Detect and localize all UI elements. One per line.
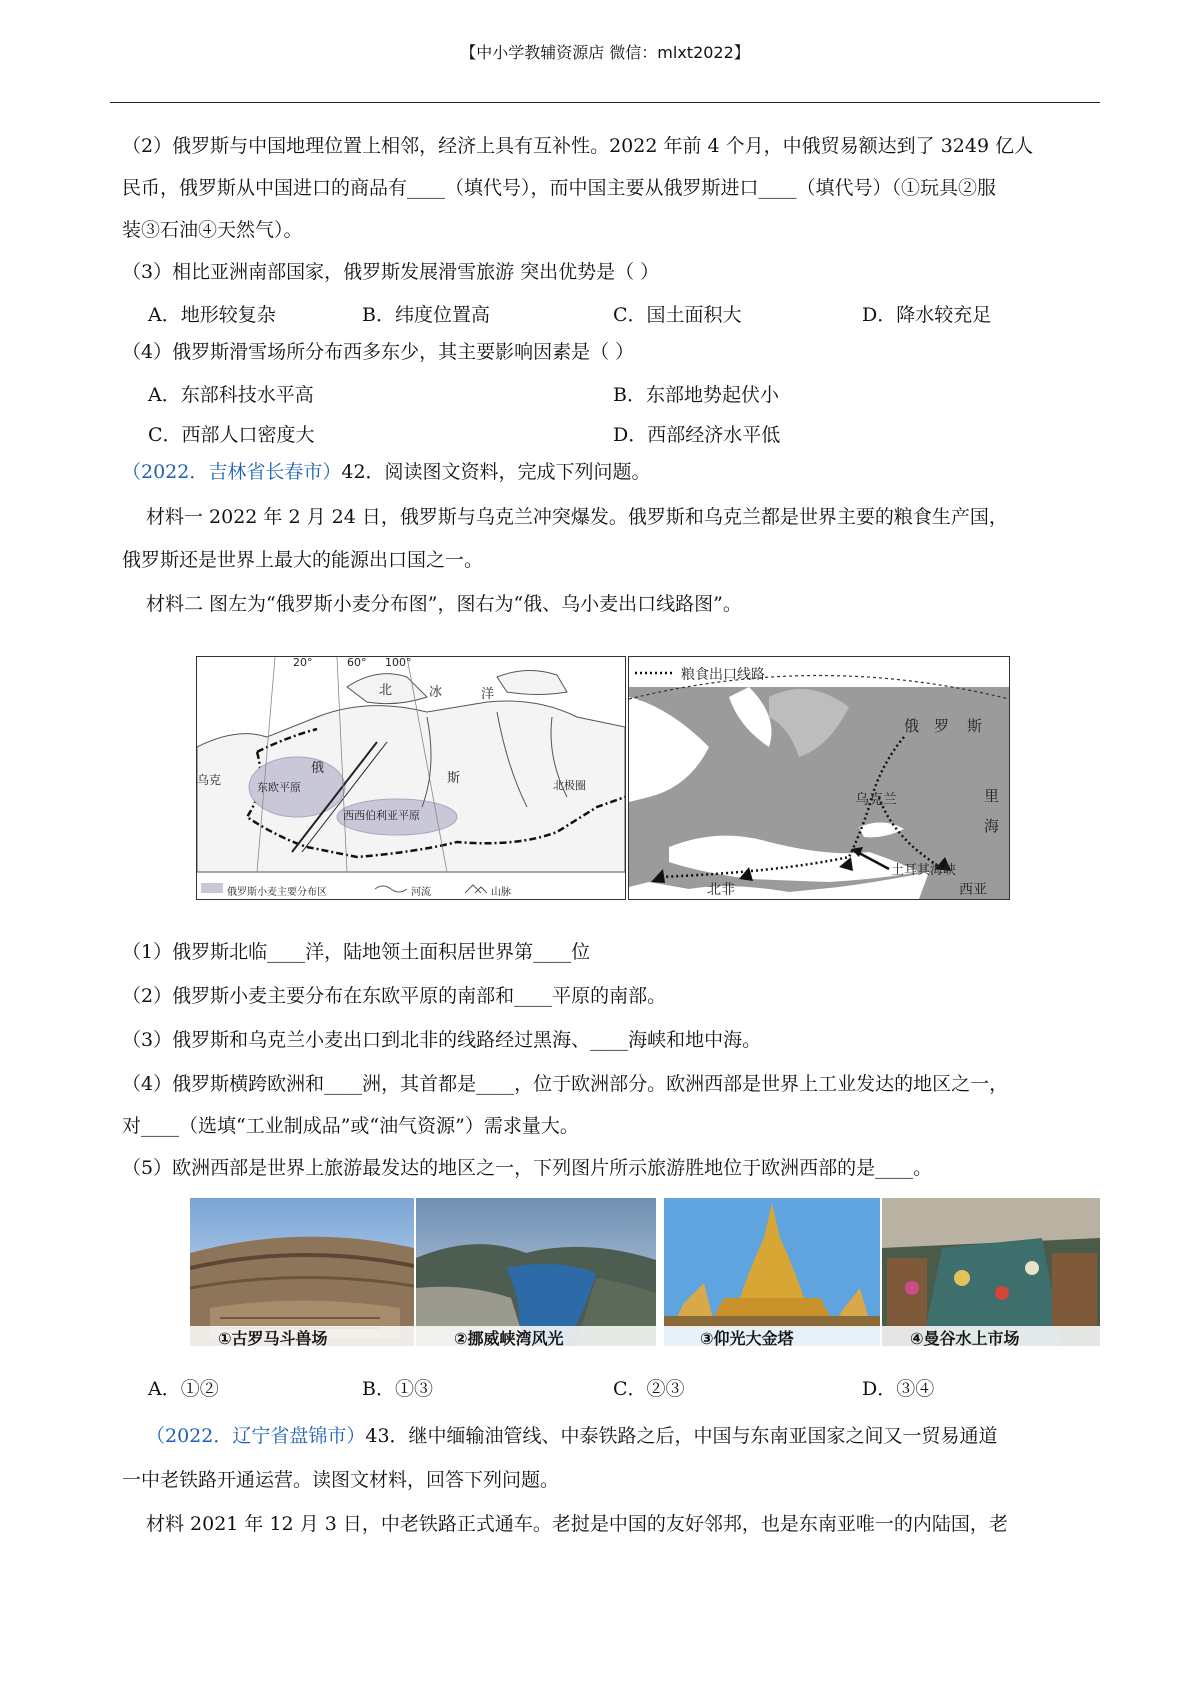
q4-option-a: A．东部科技水平高 [148, 384, 314, 406]
caption-photo-4: ④曼谷水上市场 [910, 1329, 1020, 1348]
q4-stem: （4）俄罗斯滑雪场所分布西多东少，其主要影响因素是（ ） [122, 341, 635, 363]
label-north-africa: 北非 [707, 882, 735, 898]
q2-line3: 装③石油④天然气）。 [122, 219, 303, 241]
q43-heading [146, 1424, 998, 1448]
label-caspian-1: 里 [984, 787, 1000, 805]
lon-label-60: 60° [347, 656, 367, 669]
q42-sub4-line1: （4）俄罗斯横跨欧洲和____洲，其首都是____，位于欧洲部分。欧洲西部是世界上工业发达的地区之一， [122, 1073, 1009, 1095]
caption-photo-1: ①古罗马斗兽场 [218, 1329, 328, 1348]
label-east-european-plain: 东欧平原 [257, 781, 301, 794]
caption-photo-3: ③仰光大金塔 [700, 1329, 794, 1348]
label-ocean-2: 冰 [429, 685, 443, 700]
photo-norway-fjord [416, 1198, 656, 1346]
q42-sub1: （1）俄罗斯北临____洋，陆地领土面积居世界第____位 [122, 941, 591, 963]
q3-option-b: B．纬度位置高 [362, 304, 490, 326]
label-west-asia: 西亚 [959, 882, 987, 898]
label-west-siberian-plain: 西西伯利亚平原 [343, 809, 420, 822]
photo-bangkok-floating-market [882, 1198, 1100, 1346]
q42-option-a: A．①② [148, 1378, 219, 1400]
label-russia-1: 俄 [311, 761, 325, 776]
label-ocean-1: 北 [379, 683, 393, 698]
photo-colosseum [190, 1198, 414, 1346]
legend-export-route: 粮食出口线路 [681, 667, 765, 683]
label-russia-2: 斯 [447, 771, 461, 786]
label-ocean-3: 洋 [481, 687, 495, 702]
q42-source: （2022．吉林省长春市） [122, 461, 342, 483]
label-caspian-2: 海 [984, 817, 1000, 835]
label-russia-r3: 斯 [967, 717, 983, 735]
lon-label-100: 100° [385, 656, 412, 669]
q43-material: 材料 2021 年 12 月 3 日，中老铁路正式通车。老挝是中国的友好邻邦，也是东南亚唯一的内陆国，老 [146, 1513, 1008, 1535]
page-header: 【中小学教辅资源店 微信：mlxt2022】 [460, 43, 750, 62]
legend-wheat-area: 俄罗斯小麦主要分布区 [227, 887, 327, 898]
q43-stem-line1: 43．继中缅输油管线、中泰铁路之后，中国与东南亚国家之间又一贸易通道 [365, 1425, 998, 1447]
q42-heading [122, 460, 651, 484]
q43-stem-line2: 一中老铁路开通运营。读图文材料，回答下列问题。 [122, 1469, 560, 1491]
label-ukraine-left: 乌克 [197, 773, 222, 787]
q3-option-d: D．降水较充足 [862, 304, 992, 326]
photo-shwedagon-pagoda [664, 1198, 880, 1346]
q42-option-b: B．①③ [362, 1378, 433, 1400]
russia-wheat-map [196, 656, 626, 900]
lon-label-20: 20° [293, 656, 313, 669]
q42-material2: 材料二 图左为“俄罗斯小麦分布图”，图右为“俄、乌小麦出口线路图”。 [146, 593, 742, 615]
q42-stem: 42．阅读图文资料，完成下列问题。 [341, 461, 651, 483]
q42-material1-line1: 材料一 2022 年 2 月 24 日，俄罗斯与乌克兰冲突爆发。俄罗斯和乌克兰都是世界主要的粮食生产国， [146, 506, 1008, 528]
q2-line2: 民币，俄罗斯从中国进口的商品有____（填代号），而中国主要从俄罗斯进口____（填代号）（①玩具②服 [122, 177, 997, 199]
q42-option-c: C．②③ [613, 1378, 685, 1400]
label-ukraine-right: 乌克兰 [855, 792, 897, 808]
label-arctic-circle: 北极圈 [553, 779, 586, 792]
q42-sub2: （2）俄罗斯小麦主要分布在东欧平原的南部和____平原的南部。 [122, 985, 667, 1007]
legend-river: 河流 [411, 887, 431, 898]
q4-option-d: D．西部经济水平低 [613, 424, 781, 446]
q43-source: （2022．辽宁省盘锦市） [146, 1425, 366, 1447]
q3-option-a: A．地形较复杂 [148, 304, 276, 326]
q2-line1: （2）俄罗斯与中国地理位置上相邻，经济上具有互补性。2022 年前 4 个月，中俄贸易额达到了 3249 亿人 [122, 135, 1034, 157]
q42-material1-line2: 俄罗斯还是世界上最大的能源出口国之一。 [122, 549, 484, 571]
q42-option-d: D．③④ [862, 1378, 935, 1400]
q4-option-c: C．西部人口密度大 [148, 424, 315, 446]
caption-photo-2: ②挪威峡湾风光 [454, 1329, 564, 1348]
label-russia-r1: 俄 [904, 717, 920, 735]
header-rule [110, 102, 1100, 103]
wheat-export-route-map [628, 656, 1010, 900]
label-russia-r2: 罗 [934, 717, 950, 735]
q3-stem: （3）相比亚洲南部国家，俄罗斯发展滑雪旅游 突出优势是（ ） [122, 261, 660, 283]
q42-sub5: （5）欧洲西部是世界上旅游最发达的地区之一，下列图片所示旅游胜地位于欧洲西部的是____。 [122, 1157, 933, 1179]
q42-sub3: （3）俄罗斯和乌克兰小麦出口到北非的线路经过黑海、____海峡和地中海。 [122, 1029, 762, 1051]
q3-option-c: C．国土面积大 [613, 304, 742, 326]
legend-mountain: 山脉 [491, 887, 511, 898]
label-turkish-strait: 土耳其海峡 [891, 863, 957, 878]
q42-sub4-line2: 对____（选填“工业制成品”或“油气资源”）需求量大。 [122, 1115, 579, 1137]
q4-option-b: B．东部地势起伏小 [613, 384, 779, 406]
